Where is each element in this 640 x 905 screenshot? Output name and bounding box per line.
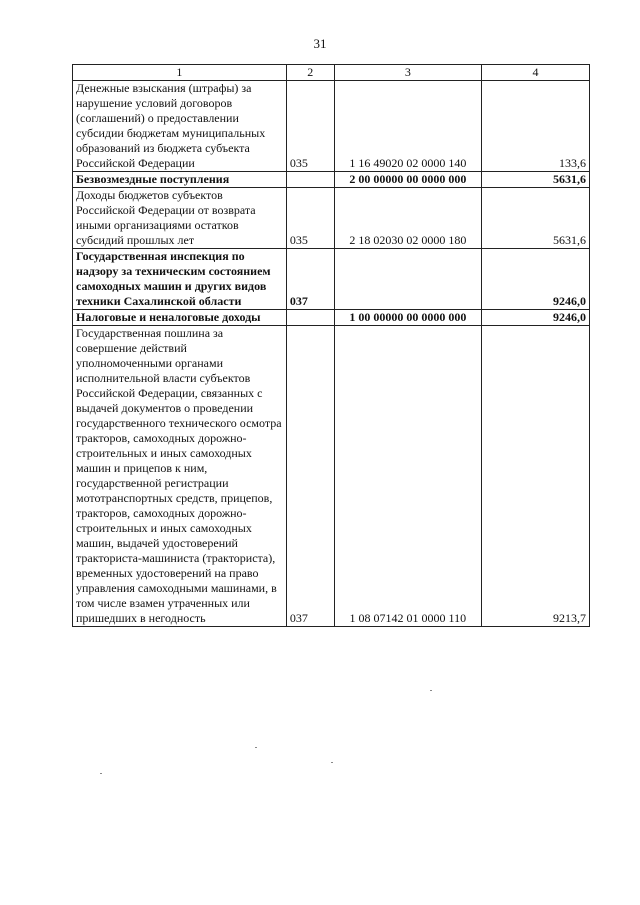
row-name: Доходы бюджетов субъектов Российской Федерации от возврата иными организациями остатков субсидий прошлых лет xyxy=(73,188,287,249)
row-sum: 9246,0 xyxy=(482,249,590,310)
table-row xyxy=(73,81,590,172)
row-admin-code: 035 xyxy=(286,81,334,172)
row-budget-code: 1 00 00000 00 0000 000 xyxy=(334,310,481,326)
table-row xyxy=(73,188,590,249)
column-header-2: 2 xyxy=(286,65,334,81)
row-sum: 5631,6 xyxy=(482,172,590,188)
row-budget-code xyxy=(334,249,481,310)
row-budget-code: 2 00 00000 00 0000 000 xyxy=(334,172,481,188)
row-name: Государственная пошлина за совершение действий уполномоченными органами исполнительной власти субъектов Российской Федерации, связанных с выдачей документов о проведении государственного технического осмотра тракторов, самоходных дорожно-строительных и иных самоходных машин и прицепов к ним, государственной регистрации мототранспортных средств, прицепов, тракторов, самоходных дорожно-строительных и иных самоходных машин, выдачей удостоверений тракториста-машиниста (тракториста), временных удостоверений на право управления самоходными машинами, в том числе взамен утраченных или пришедших в негодность xyxy=(73,326,287,627)
table-row xyxy=(73,310,590,326)
page-number: 31 xyxy=(313,36,327,51)
scan-speck xyxy=(430,690,432,691)
row-budget-code: 1 16 49020 02 0000 140 xyxy=(334,81,481,172)
table-header-row xyxy=(73,65,590,81)
row-admin-code xyxy=(286,310,334,326)
row-budget-code: 2 18 02030 02 0000 180 xyxy=(334,188,481,249)
row-sum: 5631,6 xyxy=(482,188,590,249)
row-admin-code xyxy=(286,172,334,188)
table-row xyxy=(73,172,590,188)
row-name: Денежные взыскания (штрафы) за нарушение условий договоров (соглашений) о предоставлении субсидии бюджетам муниципальных образований из бюджета субъекта Российской Федерации xyxy=(73,81,287,172)
row-sum: 9213,7 xyxy=(482,326,590,627)
scan-speck xyxy=(255,747,257,748)
scan-speck xyxy=(331,762,333,763)
row-admin-code: 037 xyxy=(286,249,334,310)
row-sum: 9246,0 xyxy=(482,310,590,326)
row-name: Безвозмездные поступления xyxy=(73,172,287,188)
budget-revenue-table xyxy=(72,64,590,627)
column-header-4: 4 xyxy=(482,65,590,81)
table-row xyxy=(73,249,590,310)
row-admin-code: 035 xyxy=(286,188,334,249)
row-sum: 133,6 xyxy=(482,81,590,172)
row-name: Налоговые и неналоговые доходы xyxy=(73,310,287,326)
table-row xyxy=(73,326,590,627)
column-header-3: 3 xyxy=(334,65,481,81)
row-budget-code: 1 08 07142 01 0000 110 xyxy=(334,326,481,627)
row-admin-code: 037 xyxy=(286,326,334,627)
scan-speck xyxy=(100,773,102,774)
column-header-1: 1 xyxy=(73,65,287,81)
row-name: Государственная инспекция по надзору за техническим состоянием самоходных машин и других видов техники Сахалинской области xyxy=(73,249,287,310)
